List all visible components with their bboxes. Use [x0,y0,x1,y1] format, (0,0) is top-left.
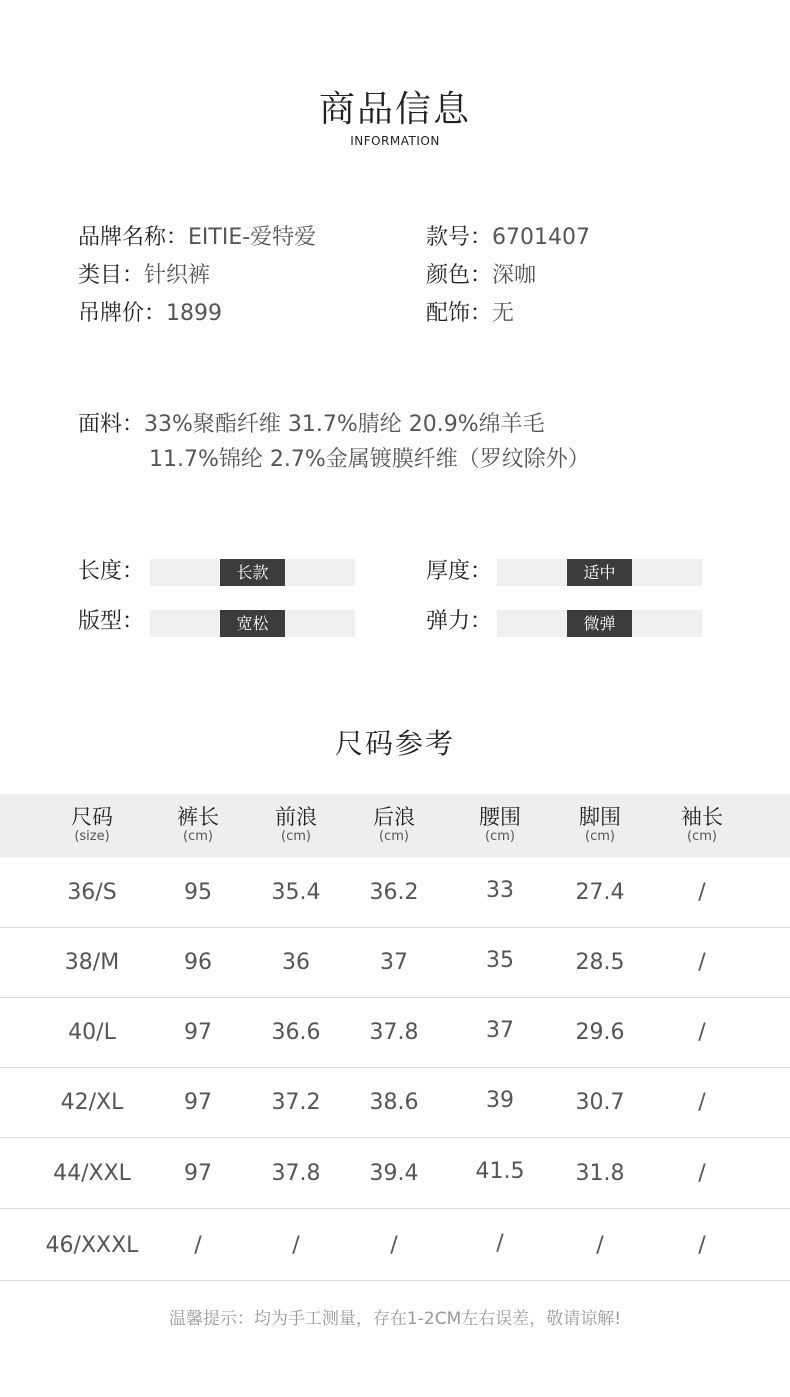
page-subtitle: INFORMATION [350,134,440,148]
header-cell-length [148,794,248,857]
cell-front-rise: 36.6 [271,1020,321,1045]
info-brand-value: EITIE-爱特爱 [188,225,317,250]
info-tag-price-value: 1899 [166,301,223,326]
header-name: 前浪 [275,805,317,829]
cell-waist: 39 [486,1088,514,1113]
cell-size: 36/S [67,880,117,905]
info-color [426,261,536,291]
info-tag-price [78,299,222,329]
size-chart-title: 尺码参考 [334,727,455,760]
cell-sleeve: / [698,950,706,975]
info-category-value: 针织裤 [144,263,211,288]
fabric-line-1 [78,410,545,440]
cell-sleeve: / [698,1233,706,1258]
cell-hem: 31.8 [575,1161,625,1186]
cell-waist: 35 [486,948,514,973]
cell-size: 40/L [68,1020,116,1045]
header-name: 后浪 [373,805,415,829]
cell-hem: / [596,1233,604,1258]
header-name: 裤长 [177,805,219,829]
measurement-tip: 温馨提示：均为手工测量，存在1-2CM左右误差，敬请谅解! [168,1309,622,1329]
attr-elasticity-label: 弹力： [426,609,493,634]
cell-front-rise: 37.8 [271,1161,321,1186]
info-accessory-label: 配饰： [426,301,493,326]
attr-fit-chip: 宽松 [220,610,285,637]
header-name: 袖长 [681,805,723,829]
attr-thickness-label: 厚度： [426,559,493,584]
cell-waist: 37 [486,1018,514,1043]
cell-size: 42/XL [60,1090,124,1115]
cell-back-rise: 36.2 [369,880,419,905]
header-unit: (cm) [379,829,409,844]
cell-length: 97 [184,1020,212,1045]
cell-length: 97 [184,1090,212,1115]
header-name: 尺码 [71,805,113,829]
cell-back-rise: 38.6 [369,1090,419,1115]
table-row [0,1210,790,1281]
table-row [0,857,790,928]
cell-back-rise: 37 [380,950,408,975]
table-row [0,997,790,1068]
info-style-no-value: 6701407 [492,225,590,250]
header-unit: (cm) [485,829,515,844]
info-tag-price-label: 吊牌价： [78,301,167,326]
info-color-value: 深咖 [492,263,537,288]
header-unit: (cm) [281,829,311,844]
header-cell-hem [550,794,650,857]
cell-hem: 28.5 [575,950,625,975]
info-brand [78,223,316,253]
fabric-composition-2: 11.7%锦纶 2.7%金属镀膜纤维（罗纹除外） [149,447,590,472]
info-brand-label: 品牌名称： [78,225,189,250]
table-row [0,1067,790,1138]
cell-back-rise: / [390,1233,398,1258]
header-cell-back-rise [344,794,444,857]
attr-thickness-chip: 适中 [567,559,632,586]
header-name: 脚围 [579,805,621,829]
cell-size: 46/XXXL [45,1233,139,1258]
cell-hem: 29.6 [575,1020,625,1045]
cell-back-rise: 37.8 [369,1020,419,1045]
page-title: 商品信息 [318,89,471,130]
table-row [0,1138,790,1209]
cell-size: 44/XXL [53,1161,131,1186]
attr-fit-label: 版型： [78,609,145,634]
header-cell-front-rise [246,794,346,857]
cell-length: 97 [184,1161,212,1186]
info-accessory-value: 无 [492,301,515,326]
header-cell-sleeve [652,794,752,857]
cell-size: 38/M [64,950,120,975]
cell-waist: 33 [486,878,514,903]
header-unit: (cm) [585,829,615,844]
cell-sleeve: / [698,880,706,905]
cell-waist: / [496,1231,504,1256]
cell-front-rise: 37.2 [271,1090,321,1115]
cell-sleeve: / [698,1090,706,1115]
info-category [78,261,210,291]
header-name: 腰围 [479,805,521,829]
cell-front-rise: 35.4 [271,880,321,905]
cell-length: / [194,1233,202,1258]
cell-hem: 27.4 [575,880,625,905]
attr-length-label: 长度： [78,559,145,584]
cell-sleeve: / [698,1161,706,1186]
cell-back-rise: 39.4 [369,1161,419,1186]
cell-waist: 41.5 [475,1159,525,1184]
header-cell-waist [450,794,550,857]
cell-sleeve: / [698,1020,706,1045]
cell-hem: 30.7 [575,1090,625,1115]
header-unit: (cm) [183,829,213,844]
table-row [0,927,790,998]
attr-elasticity-chip: 微弹 [567,610,632,637]
size-table-header [0,794,790,857]
info-style-no-label: 款号： [426,225,493,250]
cell-front-rise: 36 [282,950,310,975]
header-unit: (cm) [687,829,717,844]
cell-front-rise: / [292,1233,300,1258]
info-style-no [426,223,590,253]
cell-length: 95 [184,880,212,905]
info-color-label: 颜色： [426,263,493,288]
cell-length: 96 [184,950,212,975]
info-category-label: 类目： [78,263,145,288]
header-cell-size [42,794,142,857]
fabric-label: 面料： [78,412,145,437]
fabric-composition-1: 33%聚酯纤维 31.7%腈纶 20.9%绵羊毛 [144,412,545,437]
info-accessory [426,299,514,329]
attr-length-chip: 长款 [220,559,285,586]
header-unit: (size) [74,829,110,844]
